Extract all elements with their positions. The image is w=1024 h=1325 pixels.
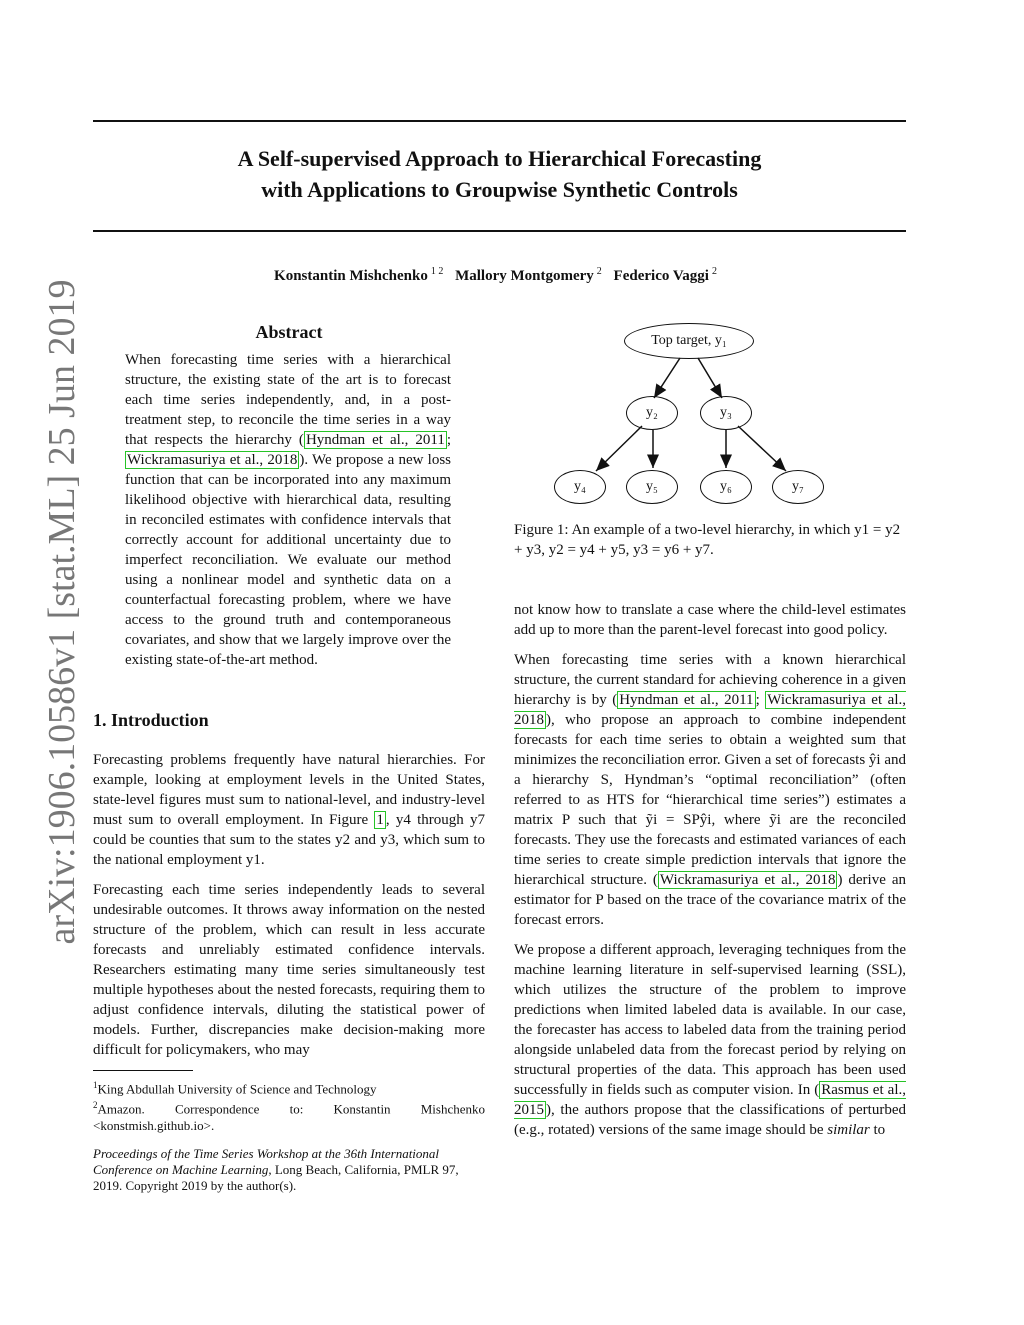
citation-link[interactable]: Wickramasuriya et al., 2018 [514,692,906,728]
author-list [93,266,906,285]
abstract-heading: Abstract [255,322,323,342]
paper-title-line-1: A Self-supervised Approach to Hierarchical Forecasting [237,146,762,171]
node-y4: y₄ [554,470,606,504]
body-paragraph-1: not know how to translate a case where the child-level estimates add up to more than the parent-level forecast into good policy. [514,602,906,638]
node-y5: y₅ [626,470,678,504]
abstract-body: When forecasting time series with a hierarchical structure, the existing state of the art is to forecast each time series independently, and, in a post-treatment step, to reconcile the time series in a way that respects the hierarchy ( Hyndman et al., 2011 ; Wickramasuriya et al., 2018 ). We propose a new loss function that can be incorporated into any maximum likelihood objective with hierarchical data, resulting in reconciled estimates with confidence intervals that correctly account for additional uncertainty due to imperfect reconciliation. We evaluate our method using a nonlinear model and synthetic data on a counterfactual forecasting problem, where we have access to the ground truth and contemporaneous covariates, and show that we largely improve over the existing state-of-the-art method. [125,352,451,668]
node-y6: y₆ [700,470,752,504]
figure-caption: Figure 1: An example of a two-level hierarchy, in which y1 = y2 + y3, y2 = y4 + y5, y3 = y6 + y7. [514,522,901,558]
author-name: Federico Vaggi [613,268,709,284]
citation-link[interactable]: Wickramasuriya et al., 2018 [659,872,836,888]
right-column [514,600,906,1150]
author-affiliation: 2 [596,266,602,277]
footnote-1: $^1$King Abdullah University of Science and Technology [93,1080,377,1097]
intro-paragraph-1: Forecasting problems frequently have natural hierarchies. For example, looking at employment levels in the United States, state-level figures must sum to national-level, and industry-level must sum to overall employment. In Figure 1 , y4 through y7 could be counties that sum to the states y2 and y3, which sum to the national employment y1. [93,752,485,868]
left-column [93,322,485,1194]
paper-title-line-2: with Applications to Groupwise Synthetic Controls [261,177,738,202]
citation-link[interactable]: Hyndman et al., 2011 [619,692,754,708]
edge-top-y3 [698,358,722,398]
author-name: Konstantin Mishchenko [274,268,428,284]
author-name: Mallory Montgomery [455,268,594,284]
node-y3: y₃ [700,396,752,430]
edge-y3-y7 [738,426,786,471]
node-y2: y₂ [626,396,678,430]
body-paragraph-2: When forecasting time series with a known hierarchical structure, the current standard for achieving coherence in a given hierarchy is by ( Hyndman et al., 2011 ; Wickramasuriya et al., 2018 ), who propose an approach to combine independent forecasts for each time series to obtain a weighted sum that minimizes the reconciliation error. Given a set of forecasts ŷi and a hierarchy S, Hyndman’s “optimal reconciliation” (often referred to as HTS for “hierarchical time series”) estimates a matrix P such that ỹi = SPŷi, where ỹi are the reconciled forecasts. They use the forecasts and estimated variances of each time series to create simple prediction intervals that ignore the hierarchical structure. ( Wickramasuriya et al., 2018 ) derive an estimator for P based on the trace of the covariance matrix of the forecast errors. [514,652,906,928]
citation-link[interactable]: Rasmus et al., 2015 [514,1082,907,1118]
body-paragraph-3: We propose a different approach, leveraging techniques from the machine learning literature in self-supervised learning (SSL), which utilizes the structure of the problem to improve predictions when limited labeled data is available. In our case, the forecaster has access to labeled data from the training period alongside unlabeled data from the forecast period by relying on structural properties of the data. This approach has been used successfully in fields such as computer vision. In ( Rasmus et al., 2015 ), the authors propose that the classifications of perturbed (e.g., rotated) versions of the same image should be similar to [514,942,907,1138]
proceedings-note: Proceedings of the Time Series Workshop at the 36th International Conference on Machine Learning, Long Beach, California, PMLR 97, 2019. Copyright 2019 by the author(s). [93,1145,459,1193]
figure-reference-link[interactable]: 1 [376,812,384,828]
hierarchy-figure [514,318,906,518]
title-rule-bottom [93,230,906,232]
edge-y2-y4 [596,426,642,471]
footnote-2: $^2$Amazon. Correspondence to: Konstantin Mishchenko <konstmish.github.io>. [93,1100,485,1133]
intro-paragraph-2: Forecasting each time series independently leads to several undesirable outcomes. It throws away information on the nested structure of the problem, which can result in less accurate forecasts and unreliably estimated confidence intervals. Researchers estimating many time series simultaneously test multiple hypotheses about the nested forecasts, requiring them to adjust confidence intervals, diluting the statistical power of models. Further, discrepancies make decision-making more difficult for policymakers, who may [93,882,485,1058]
arxiv-identifier: arXiv:1906.10586v1 [stat.ML] 25 Jun 2019 [41,279,83,945]
node-top-target: Top target, y₁ [624,323,754,359]
citation-link[interactable]: Hyndman et al., 2011 [305,432,445,448]
citation-link[interactable]: Wickramasuriya et al., 2018 [127,452,298,468]
section-heading-introduction: 1. Introduction [93,710,209,730]
author-affiliation: 2 [711,266,717,277]
edge-top-y2 [654,358,680,398]
title-rule-top [93,120,906,122]
node-y7: y₇ [772,470,824,504]
author-affiliation: 1 2 [430,266,444,277]
footnote-rule [93,1070,193,1071]
